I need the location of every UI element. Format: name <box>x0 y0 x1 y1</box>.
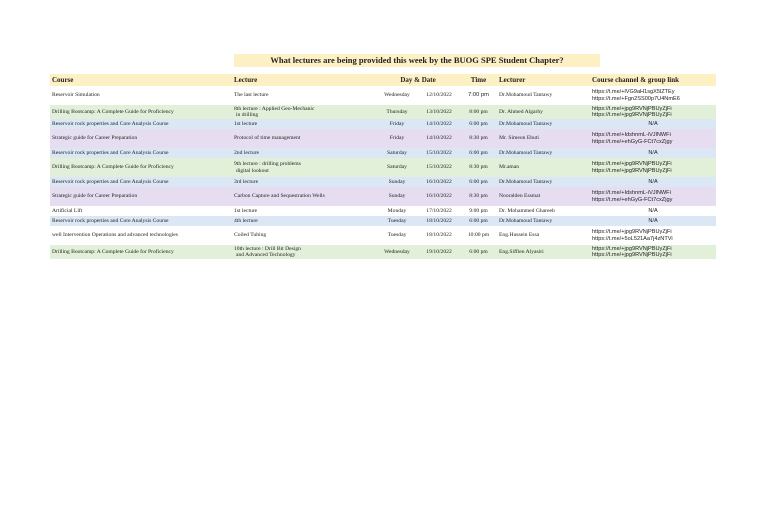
lecture-cell: 1st lecture <box>234 120 258 127</box>
date-cell: 16/10/2022 <box>426 193 452 200</box>
time-cell: 8:00 pm <box>469 108 488 115</box>
lecturer-cell: Dr.Mohamoud Tantawy <box>499 92 553 99</box>
course-cell: Reservoir rock properties and Core Analysis Course <box>52 178 169 185</box>
channel-link-cell: N/A <box>648 217 658 224</box>
group-link[interactable]: https://t.me/+jpg9RVNjPBUyZjFi <box>592 112 672 118</box>
channel-link-cell: N/A <box>648 120 658 127</box>
time-cell: 10:00 pm <box>467 232 490 239</box>
channel-link-cell[interactable] <box>590 226 716 245</box>
day-cell: Tuesday <box>387 217 407 224</box>
header-course: Course <box>50 74 232 86</box>
lecturer-cell: Eng.Siffien Alyasiri <box>499 248 544 255</box>
channel-link[interactable]: https://t.me/+jpg9RVNjPBUyZjFi <box>592 245 672 252</box>
channel-link[interactable]: https://t.me/+jpg9RVNjPBUyZjFi <box>592 105 672 112</box>
channel-link[interactable]: https://t.me/+jpg9RVNjPBUyZjFi <box>592 229 672 235</box>
date-cell: 14/10/2022 <box>426 135 452 142</box>
channel-link-cell: N/A <box>648 178 658 185</box>
day-cell: Monday <box>387 207 407 214</box>
lecture-cell: 1st lecture <box>234 207 258 214</box>
channel-link-cell: N/A <box>648 207 658 214</box>
table-row <box>50 206 716 216</box>
header-channel: Course channel & group link <box>590 74 716 86</box>
date-cell: 18/10/2022 <box>426 232 452 239</box>
lecture-cell: 4th lecture <box>234 217 258 224</box>
day-cell: Friday <box>389 120 405 127</box>
lecture-cell: Protocol of time management <box>234 135 301 142</box>
lecture-cell <box>232 105 376 119</box>
group-link[interactable]: https://t.me/+ehGyG-FCt7cxZjgy <box>592 138 673 145</box>
channel-link-cell[interactable] <box>590 105 716 119</box>
channel-link-cell: N/A <box>648 149 658 156</box>
lecture-cell: 3rd lecture <box>234 178 259 185</box>
lecturer-cell: Mr.aman <box>499 164 520 171</box>
header-day-date: Day & Date <box>376 74 460 86</box>
lecture-line: 10th lecture : Drill Bit Design <box>234 245 301 252</box>
page-title: What lectures are being provided this week by the BUOG SPE Student Chapter? <box>234 54 600 67</box>
lecture-line: in drilling <box>236 112 259 118</box>
group-link[interactable]: https://t.me/+Fgn2SS00p7U4NmE6 <box>592 95 680 102</box>
date-cell: 17/10/2022 <box>426 207 452 214</box>
date-cell: 16/10/2022 <box>426 178 452 185</box>
course-cell: Strategic guide for Career Preparation <box>52 193 138 200</box>
lecture-cell: 2nd lecture <box>234 149 260 156</box>
course-cell: Reservoir Simulation <box>52 92 100 99</box>
day-cell: Saturday <box>387 164 407 171</box>
header-lecturer: Lecturer <box>497 74 590 86</box>
group-link[interactable]: https://t.me/+5oL521Aa7j4zNTVi <box>592 235 673 242</box>
course-cell: well Intervention Operations and advanced technologies <box>52 232 178 239</box>
group-link[interactable]: https://t.me/+jpg9RVNjPBUyZjFi <box>592 252 672 258</box>
table-row <box>50 187 716 206</box>
date-cell: 12/10/2022 <box>426 92 452 99</box>
day-cell: Saturday <box>387 149 407 156</box>
table-row <box>50 129 716 148</box>
channel-link[interactable]: https://t.me/+jpg9RVNjPBUyZjFi <box>592 161 672 167</box>
time-cell: 8:30 pm <box>469 193 488 200</box>
schedule-table <box>50 74 716 259</box>
day-cell: Tuesday <box>387 232 407 239</box>
day-cell: Sunday <box>388 193 406 200</box>
time-cell: 6:00 pm <box>469 217 488 224</box>
lecture-cell: Coiled Tubing <box>234 232 267 239</box>
date-cell: 15/10/2022 <box>426 149 452 156</box>
course-cell: Reservoir rock properties and Core Analysis Course <box>52 217 169 224</box>
table-row <box>50 245 716 259</box>
group-link[interactable]: https://t.me/+jpg9RVNjPBUyZjFi <box>592 167 672 174</box>
course-cell: Reservoir rock properties and Core Analysis Course <box>52 120 169 127</box>
lecturer-cell: Dr. Ahmed Algarhy <box>499 108 543 115</box>
lecturer-cell: Nooralden Essmat <box>499 193 541 200</box>
lecturer-cell: Mr. Simeon Ebuti <box>499 135 539 142</box>
header-time: Time <box>460 74 497 86</box>
date-cell: 19/10/2022 <box>426 248 452 255</box>
date-cell: 13/10/2022 <box>426 108 452 115</box>
lecture-line: digital lookout <box>236 167 269 174</box>
table-row <box>50 158 716 177</box>
date-cell: 14/10/2022 <box>426 120 452 127</box>
course-cell: Reservoir rock properties and Core Analysis Course <box>52 149 169 156</box>
table-row <box>50 216 716 226</box>
time-cell: 8:30 pm <box>469 135 488 142</box>
date-cell: 15/10/2022 <box>426 164 452 171</box>
channel-link-cell[interactable] <box>590 187 716 206</box>
channel-link-cell[interactable] <box>590 86 716 105</box>
channel-link[interactable]: https://t.me/+IdshnmL-iVJlNWFi <box>592 190 671 196</box>
day-cell: Friday <box>389 135 405 142</box>
day-cell: Wednesday <box>384 248 410 255</box>
course-cell: Drilling Bootcamp: A Complete Guide for Proficiency <box>52 164 174 171</box>
lecturer-cell: Dr.Mohamoud Tantawy <box>499 120 553 127</box>
day-cell: Wednesday <box>384 92 410 99</box>
day-cell: Thursday <box>386 108 408 115</box>
channel-link-cell[interactable] <box>590 158 716 177</box>
day-cell: Sunday <box>388 178 406 185</box>
table-header-row <box>50 74 716 86</box>
channel-link[interactable]: https://t.me/+lVG9aH1sgX5lZTEy <box>592 89 675 95</box>
lecturer-cell: Eng.Hussein Essa <box>499 232 540 239</box>
lecture-line: 9th lecture : drilling problems <box>234 161 301 167</box>
table-row <box>50 105 716 119</box>
table-row <box>50 226 716 245</box>
course-cell: Drilling Bootcamp: A Complete Guide for Proficiency <box>52 248 174 255</box>
time-cell: 9:00 pm <box>469 207 488 214</box>
channel-link[interactable]: https://t.me/+IdshnmL-iVJlNWFi <box>592 132 671 138</box>
lecture-cell: The last lecture <box>234 92 269 99</box>
course-cell: Drilling Bootcamp: A Complete Guide for Proficiency <box>52 108 174 115</box>
lecture-line: and Advanced Technology <box>236 252 296 258</box>
lecture-cell <box>232 245 376 259</box>
lecturer-cell: Dr.Mohamoud Tantawy <box>499 217 553 224</box>
course-cell: Artificial Lift <box>52 207 83 214</box>
time-cell: 6:00 pm <box>469 149 488 156</box>
time-cell: 6:00 pm <box>469 248 488 255</box>
lecture-cell: Carbon Capture and Sequestration Wells <box>234 193 325 200</box>
course-cell: Strategic guide for Career Preparation <box>52 135 138 142</box>
time-cell: 7:00 pm <box>468 92 489 99</box>
table-row <box>50 119 716 129</box>
date-cell: 18/10/2022 <box>426 217 452 224</box>
channel-link-cell[interactable] <box>590 129 716 148</box>
table-row <box>50 177 716 187</box>
time-cell: 6:00 pm <box>469 120 488 127</box>
time-cell: 6:00 pm <box>469 178 488 185</box>
lecture-line: 8th lecture : Applied Geo-Mechanic <box>234 105 315 112</box>
table-row <box>50 86 716 105</box>
lecturer-cell: Dr. Mohammed Ghareeb <box>499 207 555 214</box>
lecture-cell <box>232 158 376 177</box>
channel-link-cell[interactable] <box>590 245 716 259</box>
time-cell: 8:30 pm <box>469 164 488 171</box>
header-lecture: Lecture <box>232 74 376 86</box>
group-link[interactable]: https://t.me/+ehGyG-FCt7cxZjgy <box>592 196 673 203</box>
lecturer-cell: Dr.Mohamoud Tantawy <box>499 178 553 185</box>
table-row <box>50 148 716 158</box>
lecturer-cell: Dr.Mohamoud Tantawy <box>499 149 553 156</box>
